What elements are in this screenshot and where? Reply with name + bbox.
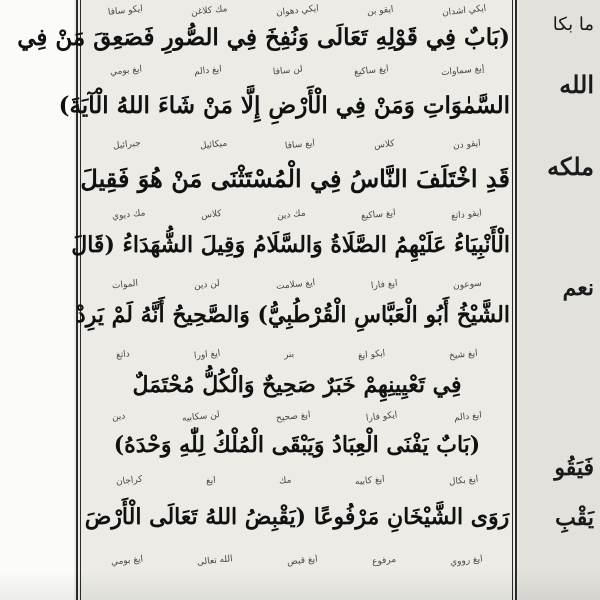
interlinear-gloss bbox=[84, 412, 510, 422]
gloss-word: ايغ شيخ bbox=[448, 348, 479, 362]
gloss-word: الموات bbox=[111, 278, 139, 292]
gloss-word: ايغ ساكيغ bbox=[354, 64, 390, 78]
adjacent-page-text: نعم bbox=[562, 275, 594, 301]
gloss-word: الله تعالى bbox=[196, 554, 234, 568]
gloss-word: ايكي دهوان bbox=[275, 3, 320, 19]
page-content bbox=[17, 0, 510, 600]
gloss-word: بنر bbox=[283, 349, 295, 361]
gloss-word: ايكو سافا bbox=[107, 4, 144, 18]
gloss-word: ايغ سلامت bbox=[275, 277, 316, 293]
interlinear-gloss bbox=[84, 350, 510, 360]
gloss-word: ايغ كابيه bbox=[355, 474, 386, 488]
chapter-heading: (بَابٌ يَفْنَى الْعِبَادُ وَيَبْقَى الْمُلْكُ لِلّٰهِ وَحْدَهُ) bbox=[113, 432, 481, 458]
page-border-line bbox=[512, 0, 513, 600]
gloss-word: ايغ اورا bbox=[193, 348, 221, 362]
gloss-word: لن دين bbox=[193, 278, 221, 292]
gloss-word: ايغ رووي bbox=[449, 554, 484, 568]
gloss-word: مك bbox=[278, 475, 293, 487]
page-border-line bbox=[80, 0, 81, 600]
gloss-word: جبرائيل bbox=[112, 138, 142, 152]
adjacent-page-text: ملكه bbox=[547, 152, 594, 181]
gloss-word: داتغ bbox=[115, 349, 131, 361]
gloss-word: ايكو فارا bbox=[366, 410, 399, 424]
adjacent-page-text: فَيَقُو bbox=[554, 455, 594, 481]
page-margin-left bbox=[0, 0, 74, 600]
body-text-line: قَدِ اخْتَلَفَ النَّاسُ فِي الْمُسْتَثْنَى مَنْ هُوَ فَقِيلَ bbox=[80, 164, 510, 193]
photo-shadow bbox=[0, 570, 600, 600]
adjacent-page-text: ما بكا bbox=[552, 14, 594, 35]
body-text-line: الْأَنْبِيَاءُ عَلَيْهِمُ الصَّلَاةُ وَالسَّلَامُ وَقِيلَ الشُّهَدَاءُ (قَالَ bbox=[71, 232, 510, 258]
interlinear-gloss bbox=[84, 3, 510, 19]
gloss-word: كراجان bbox=[115, 474, 143, 488]
gloss-word: ايغ فارا bbox=[370, 278, 398, 292]
gloss-word: مك ديوي bbox=[111, 208, 146, 222]
gloss-word: إيغ سماوات bbox=[440, 63, 485, 79]
gloss-word: ايغ بومي bbox=[109, 64, 143, 78]
gloss-word: ايقو دن bbox=[452, 138, 482, 152]
adjacent-page-text: الله bbox=[559, 70, 594, 99]
interlinear-gloss bbox=[84, 476, 510, 486]
gloss-word: ايغ بومي bbox=[110, 554, 144, 568]
gloss-word: مك دين bbox=[276, 208, 307, 222]
gloss-word: سوعون bbox=[452, 278, 483, 292]
gloss-word: لن سافا bbox=[272, 64, 304, 78]
gloss-word: ايغ سافا bbox=[284, 138, 316, 152]
adjacent-page bbox=[518, 0, 600, 600]
gloss-word: مك كلاغن bbox=[190, 4, 229, 18]
interlinear-gloss bbox=[84, 277, 510, 293]
gloss-word: ايغ ساكيغ bbox=[360, 208, 397, 222]
gloss-word: ايغ قبض bbox=[286, 554, 319, 568]
gloss-word: ايغ صحيح bbox=[275, 410, 311, 424]
gloss-word: ايغ دالم bbox=[193, 64, 222, 78]
page-border-line bbox=[76, 0, 78, 600]
gloss-word: لن سكابيه bbox=[181, 410, 220, 424]
interlinear-gloss bbox=[84, 63, 510, 79]
gloss-word: كلاس bbox=[373, 138, 396, 152]
gloss-word: دين bbox=[111, 411, 127, 423]
gloss-word: ايقو بن bbox=[366, 4, 394, 18]
gloss-word: ايكي اشدان bbox=[441, 3, 487, 19]
gloss-word: ايقو داتغ bbox=[450, 208, 483, 222]
body-text-line: رَوَى الشَّيْخَانِ مَرْفُوعًا (يَقْبِضُ اللهُ تَعَالَى الْأَرْضَ bbox=[84, 504, 510, 530]
interlinear-gloss bbox=[84, 210, 510, 220]
adjacent-page-text: يَقْبِ bbox=[555, 505, 594, 531]
gloss-word: ايغ bbox=[205, 475, 217, 487]
gloss-word: كلاس bbox=[200, 208, 222, 222]
interlinear-gloss bbox=[84, 140, 510, 150]
page-border-line bbox=[515, 0, 517, 600]
gloss-word: مرفوع bbox=[371, 554, 397, 568]
gloss-word: ايغ دالم bbox=[453, 410, 483, 424]
chapter-heading: (بَابٌ فِي قَوْلِهِ تَعَالَى وَنُفِخَ فِي الصُّورِ فَصَعِقَ مَنْ فِي bbox=[17, 24, 510, 51]
gloss-word: ايكو ايغ bbox=[357, 348, 386, 362]
body-text-line: فِي تَعْيِينِهِمْ خَبَرٌ صَحِيحٌ وَالْكُلُّ مُحْتَمَلٌ bbox=[132, 372, 462, 398]
gloss-word: ميكائيل bbox=[199, 138, 228, 152]
chapter-heading-continued: السَّمٰوَاتِ وَمَنْ فِي الْأَرْضِ إِلَّا مَنْ شَاءَ اللهُ الْآيَةَ) bbox=[58, 92, 510, 119]
body-text-line: الشَّيْخُ أَبُو الْعَبَّاسِ الْقُرْطُبِيُّ) وَالصَّحِيحُ أَنَّهُ لَمْ يَرِدْ bbox=[75, 302, 510, 328]
gloss-word: ايغ بكال bbox=[448, 474, 479, 488]
interlinear-gloss bbox=[84, 556, 510, 566]
